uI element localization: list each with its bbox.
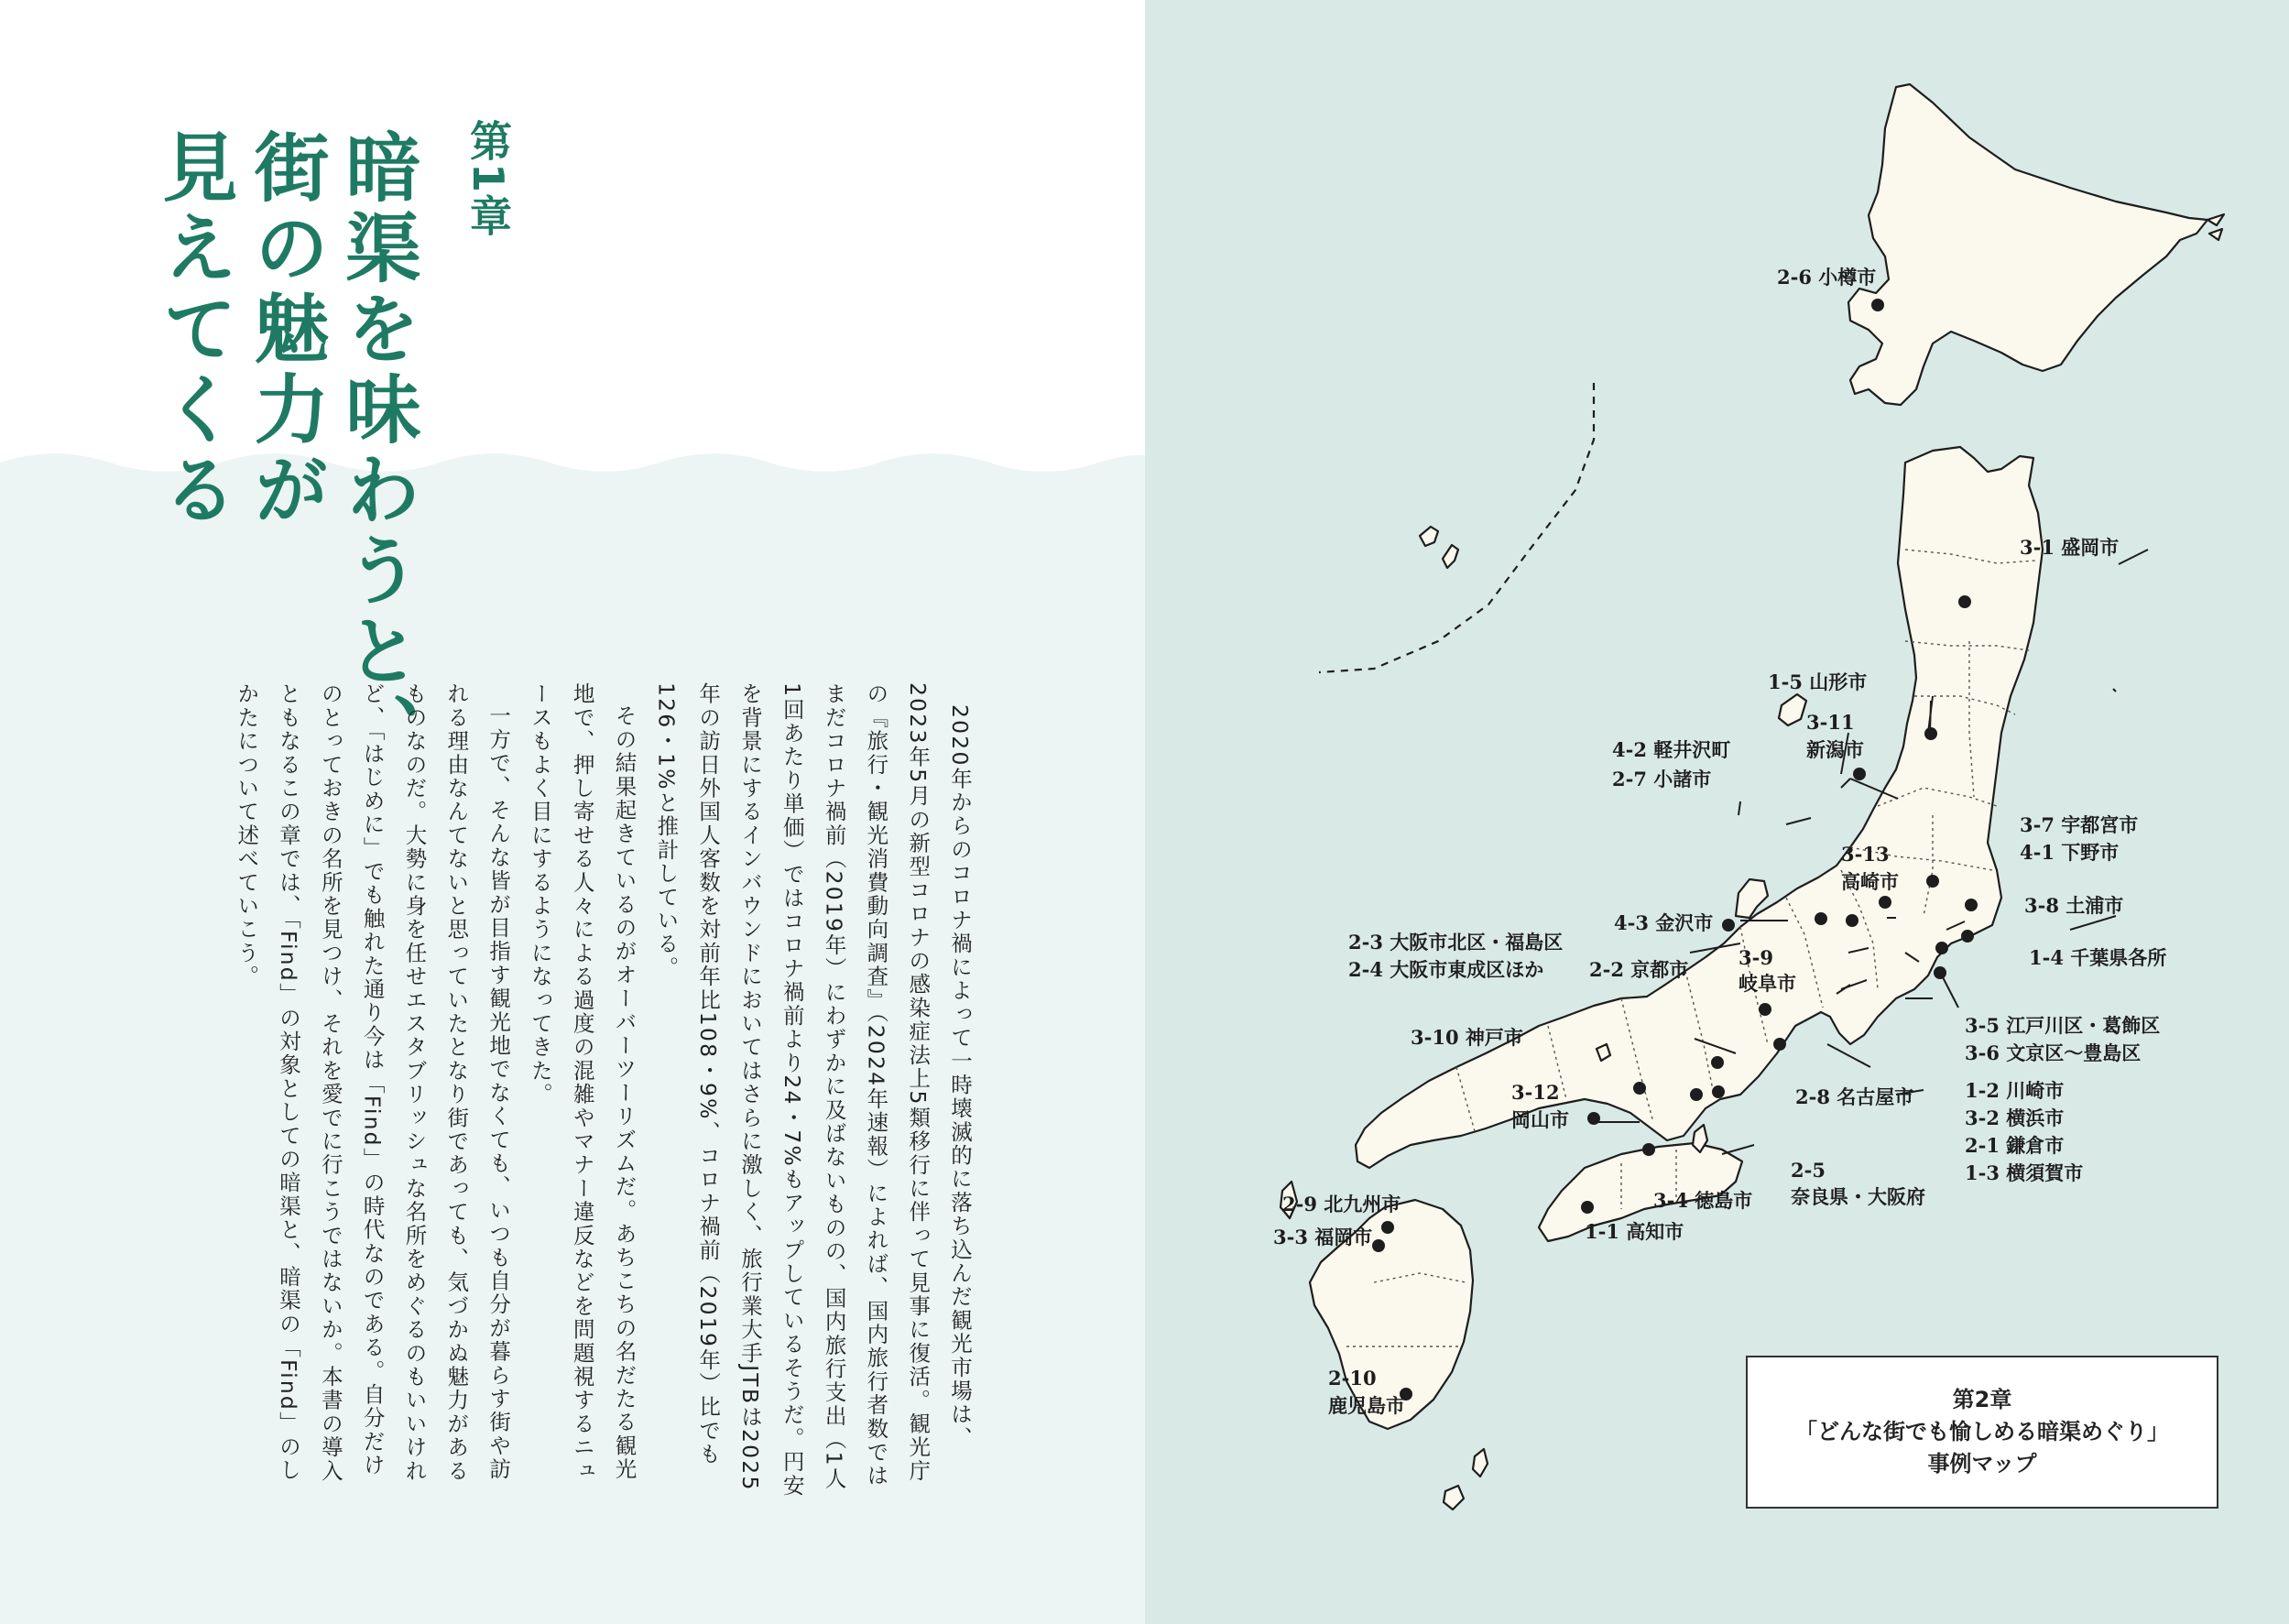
- label-shimotsuke: 4-1 下野市: [2020, 841, 2120, 864]
- label-edogawa: 3-5 江戸川区・葛飾区: [1965, 1014, 2161, 1037]
- marker-kobe: [1633, 1082, 1646, 1095]
- label-takasaki-name: 高崎市: [1841, 870, 1899, 893]
- hokkaido-shape: [1848, 84, 2207, 405]
- marker-karuizawa: [1815, 912, 1827, 925]
- label-kagoshima-num: 2-10: [1328, 1367, 1377, 1390]
- marker-okayama: [1587, 1112, 1600, 1125]
- chapter-label: 第1章: [463, 119, 513, 239]
- label-morioka: 3-1 盛岡市: [2020, 536, 2120, 559]
- legend-title: 「どんな街でも愉しめる暗渠めぐり」: [1795, 1419, 2169, 1445]
- marker-kyoto: [1711, 1056, 1724, 1069]
- label-bunkyo: 3-6 文京区～豊島区: [1965, 1041, 2142, 1064]
- marker-kawasaki: [1934, 966, 1946, 979]
- label-kitakyushu: 2-9 北九州市: [1282, 1193, 1401, 1215]
- small-island-left: [1420, 527, 1438, 546]
- label-kochi: 1-1 高知市: [1585, 1220, 1684, 1243]
- label-utsunomiya: 3-7 宇都宮市: [2020, 813, 2139, 836]
- sado-island-shape: [1779, 694, 1806, 725]
- tanegashima-shape: [1473, 1449, 1488, 1477]
- label-kobe: 3-10 神戸市: [1411, 1026, 1523, 1049]
- label-nara-num: 2-5: [1791, 1159, 1826, 1182]
- marker-kochi: [1581, 1201, 1594, 1214]
- label-otaru: 2-6 小樽市: [1777, 266, 1877, 289]
- label-okayama-num: 3-12: [1511, 1081, 1560, 1104]
- marker-nara: [1712, 1085, 1725, 1098]
- label-kagoshima-name: 鹿児島市: [1328, 1394, 1405, 1417]
- label-kanazawa: 4-3 金沢市: [1614, 911, 1714, 934]
- label-niigata-name: 新潟市: [1806, 738, 1864, 761]
- legend-chapter: 第2章: [1952, 1387, 2012, 1413]
- marker-fukuoka: [1372, 1239, 1385, 1252]
- label-gifu-name: 岐阜市: [1739, 972, 1796, 995]
- marker-morioka: [1958, 595, 1971, 608]
- sea-boundary-line: [1319, 383, 1594, 672]
- label-kyoto: 2-2 京都市: [1589, 958, 1689, 981]
- label-okayama-name: 岡山市: [1511, 1108, 1569, 1131]
- label-osaka-higashinari: 2-4 大阪市東成区ほか: [1348, 958, 1544, 981]
- marker-tokushima: [1642, 1143, 1655, 1156]
- map-legend-box: [1746, 1356, 2218, 1509]
- marker-gifu: [1759, 1003, 1771, 1016]
- map-page: [1145, 0, 2289, 1624]
- marker-niigata: [1853, 768, 1866, 780]
- marker-osaka: [1690, 1088, 1703, 1101]
- rebun-island-shape: [1443, 545, 1458, 568]
- marker-chiba: [1961, 930, 1974, 943]
- marker-takasaki: [1846, 914, 1858, 927]
- label-karuizawa: 4-2 軽井沢町: [1612, 738, 1731, 761]
- marker-shimotsuke: [1879, 896, 1891, 909]
- marker-tsuchiura: [1965, 899, 1978, 911]
- marker-kitakyushu: [1381, 1221, 1394, 1234]
- label-nara-name: 奈良県・大阪府: [1791, 1185, 1925, 1208]
- label-yokosuka: 1-3 横須賀市: [1965, 1161, 2084, 1184]
- label-chiba: 1-4 千葉県各所: [2029, 946, 2167, 969]
- label-yokohama: 3-2 横浜市: [1965, 1106, 2065, 1129]
- chapter-title-line-2: 街の魅力が: [242, 128, 329, 531]
- label-niigata-num: 3-11: [1806, 711, 1855, 734]
- label-yamagata: 1-5 山形市: [1768, 670, 1868, 693]
- label-osaka-kita: 2-3 大阪市北区・福島区: [1348, 931, 1564, 954]
- chapter-title-line-3: 見えてくる: [150, 128, 237, 531]
- body-text-block: [137, 682, 980, 1498]
- label-kawasaki: 1-2 川崎市: [1965, 1079, 2065, 1102]
- legend-subtitle: 事例マップ: [1927, 1450, 2037, 1477]
- northern-island-1: [2207, 214, 2224, 225]
- label-komoro: 2-7 小諸市: [1612, 768, 1712, 790]
- yakushima-shape: [1444, 1486, 1464, 1510]
- label-nagoya: 2-8 名古屋市: [1795, 1085, 1914, 1108]
- marker-otaru: [1871, 299, 1884, 311]
- honshu-shape: [1356, 447, 2043, 1168]
- marker-yamagata: [1924, 727, 1937, 740]
- label-gifu-num: 3-9: [1739, 946, 1773, 969]
- northern-island-2: [2209, 229, 2222, 240]
- label-takasaki-num: 3-13: [1841, 843, 1890, 866]
- body-paragraph: その結果起きているのがオーバーツーリズムだ。あちこちの名だたる観光地で、押し寄せる人々による過度の混雑やマナー違反などを問題視するニュースもよく目にするようになってきた。: [527, 682, 638, 1483]
- body-paragraph: 一方で、そんな皆が目指す観光地でなくても、いつも自分が暮らす街や訪れる理由なんてないと思っていたとなり街であっても、気づかぬ魅力があるものなのだ。大勢に身を任せエスタブリッシュな名所をめぐるのもいいけれど、「はじめに」でも触れた通り今は「Find」の時代なのである。自分だけのとっておきの名所を見つけ、それを愛でに行こうではないか。本書の導入ともなるこの章では、「Find」の対象としての暗渠と、暗渠の「Find」のしかたについて述べていこう。: [234, 682, 512, 1483]
- marker-nagoya: [1773, 1038, 1786, 1051]
- label-tokushima: 3-4 徳島市: [1653, 1189, 1753, 1212]
- marker-utsunomiya: [1926, 875, 1939, 888]
- chapter-title-line-1: 暗渠を味わうと、: [333, 128, 420, 773]
- label-tsuchiura: 3-8 土浦市: [2024, 894, 2124, 917]
- label-kamakura: 2-1 鎌倉市: [1965, 1134, 2065, 1157]
- marker-tokyo: [1935, 942, 1948, 954]
- body-paragraph: 2020年からのコロナ禍によって一時壊滅的に落ち込んだ観光市場は、2023年5月の新型コロナの感染症法上5類移行に伴って見事に復活。観光庁の『旅行・観光消費動向調査』（2024年速報）によれば、国内旅行者数ではまだコロナ禍前（2019年）にわずかに及ばないものの、国内旅行支出（1人1回あたり単価）ではコロナ禍前より24・7%もアップしているそうだ。円安を背景にするインバウンドにおいてはさらに激しく、旅行業大手JTBは2025年の訪日外国人客数を対前年比108・9%、コロナ禍前（2019年）比でも126・1%と推計している。: [653, 682, 973, 1498]
- marker-kanazawa: [1722, 919, 1735, 932]
- label-fukuoka: 3-3 福岡市: [1273, 1226, 1373, 1248]
